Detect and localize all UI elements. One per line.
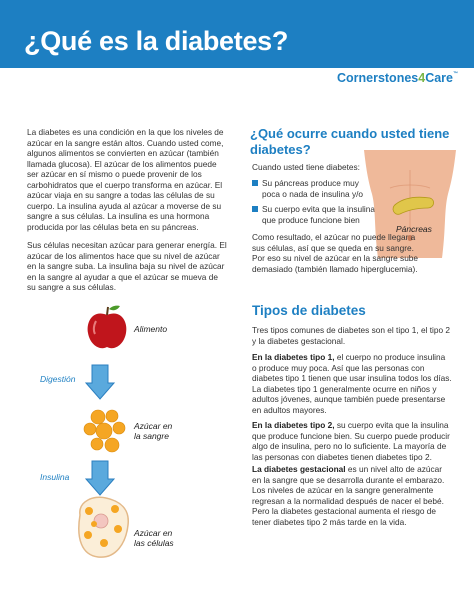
down-arrow-icon xyxy=(86,365,114,399)
bullet-item: Su páncreas produce muy poca o nada de insulina y/o xyxy=(252,178,378,199)
logo-tm: ™ xyxy=(453,71,458,77)
glucose-diagram xyxy=(0,295,226,595)
types-intro: Tres tipos comunes de diabetes son el tipo 1, el tipo 2 y la diabetes gestacional. xyxy=(252,325,451,346)
sugar-in-blood-icon xyxy=(84,410,125,452)
page-title: ¿Qué es la diabetes? xyxy=(24,26,289,56)
logo-care: Care xyxy=(425,71,453,85)
cell-icon xyxy=(79,497,128,557)
intro-paragraph-1: La diabetes es una condición en la que los niveles de azúcar en la sangre están altos. Cuando usted come, algunos alimentos se convierten en azúcar (también llamada glucosa). El azúcar de los alimentos puede ser azúcar en sí mismo o puede provenir de los carbohidratos que el cuerpo transforma en azúcar. El azúcar viaja en su sangre a todas las células de su cuerpo. La insulina ayuda al azúcar a moverse de su sangre a sus células. La insulina es una hormona producida por las células beta en su páncreas. xyxy=(27,127,224,232)
sugar-cells-line-2: las células xyxy=(134,538,174,548)
what-happens-heading: ¿Qué ocurre cuando usted tiene diabetes? xyxy=(250,126,450,157)
insulin-label: Insulina xyxy=(40,472,70,482)
digestion-label: Digestión xyxy=(40,374,76,384)
intro-paragraph-2: Sus células necesitan azúcar para generar energía. El azúcar de los alimentos hace que su nivel de azúcar en la sangre suba. La insulina baja su nivel de azúcar en la sangre al ayudar a que el azúcar se mueva de su sangre a sus células. xyxy=(27,240,227,292)
type2-text: su cuerpo evita que la insulina que produce funcione bien. Su cuerpo puede producir algo de insulina, pero no lo suficiente. La mayoría de las personas con diabetes tienen diabetes tipo 2. xyxy=(252,420,450,462)
down-arrow-icon xyxy=(86,461,114,495)
food-label: Alimento xyxy=(134,324,168,334)
diabetes-intro: Cuando usted tiene diabetes: xyxy=(252,162,360,172)
type1-paragraph xyxy=(252,352,452,416)
pancreas-label: Páncreas xyxy=(396,224,432,234)
gestational-paragraph xyxy=(252,464,452,528)
logo-text: Cornerstones xyxy=(336,71,419,85)
sugar-blood-line-1: Azúcar en xyxy=(134,421,173,431)
result-text: Como resultado, el azúcar no puede llegar a sus células, así que se queda en su sangre. Por eso su nivel de azúcar en la sangre sube demasiado (también llamado hiperglucemia). xyxy=(252,232,419,274)
gestational-title: La diabetes gestacional xyxy=(252,464,346,474)
logo-four: 4 xyxy=(418,71,426,85)
sugar-cells-line-1: Azúcar en xyxy=(134,528,173,538)
intro-text xyxy=(27,127,227,301)
gestational-text: es un nivel alto de azúcar en la sangre que se desarrolla durante el embarazo. Los niveles de azúcar en la sangre generalmente regresan a la normalidad después de nacer el bebé. Pero la diabetes gestacional aumenta el riesgo de tener diabetes tipo 2 más tarde en la vida. xyxy=(252,464,445,527)
sugar-cells-label xyxy=(134,528,174,548)
type2-paragraph xyxy=(252,420,452,462)
types-heading: Tipos de diabetes xyxy=(252,303,366,318)
sugar-blood-label xyxy=(134,421,172,441)
page-header xyxy=(0,0,474,68)
apple-icon xyxy=(88,306,127,349)
type1-title: En la diabetes tipo 1, xyxy=(252,352,335,362)
bullet-item: Su cuerpo evita que la insulina que produce funcione bien xyxy=(252,204,378,225)
sugar-blood-line-2: la sangre xyxy=(134,431,169,441)
brand-logo xyxy=(337,71,458,85)
type1-text: el cuerpo no produce insulina o produce muy poca. Así que las personas con diabetes tipo 1 tienen que usar insulina todos los días. La diabetes tipo 1 generalmente ocurre en niños y adultos jóvenes, aunque también puede presentarse en adultos mayores. xyxy=(252,352,452,415)
type2-title: En la diabetes tipo 2, xyxy=(252,420,335,430)
